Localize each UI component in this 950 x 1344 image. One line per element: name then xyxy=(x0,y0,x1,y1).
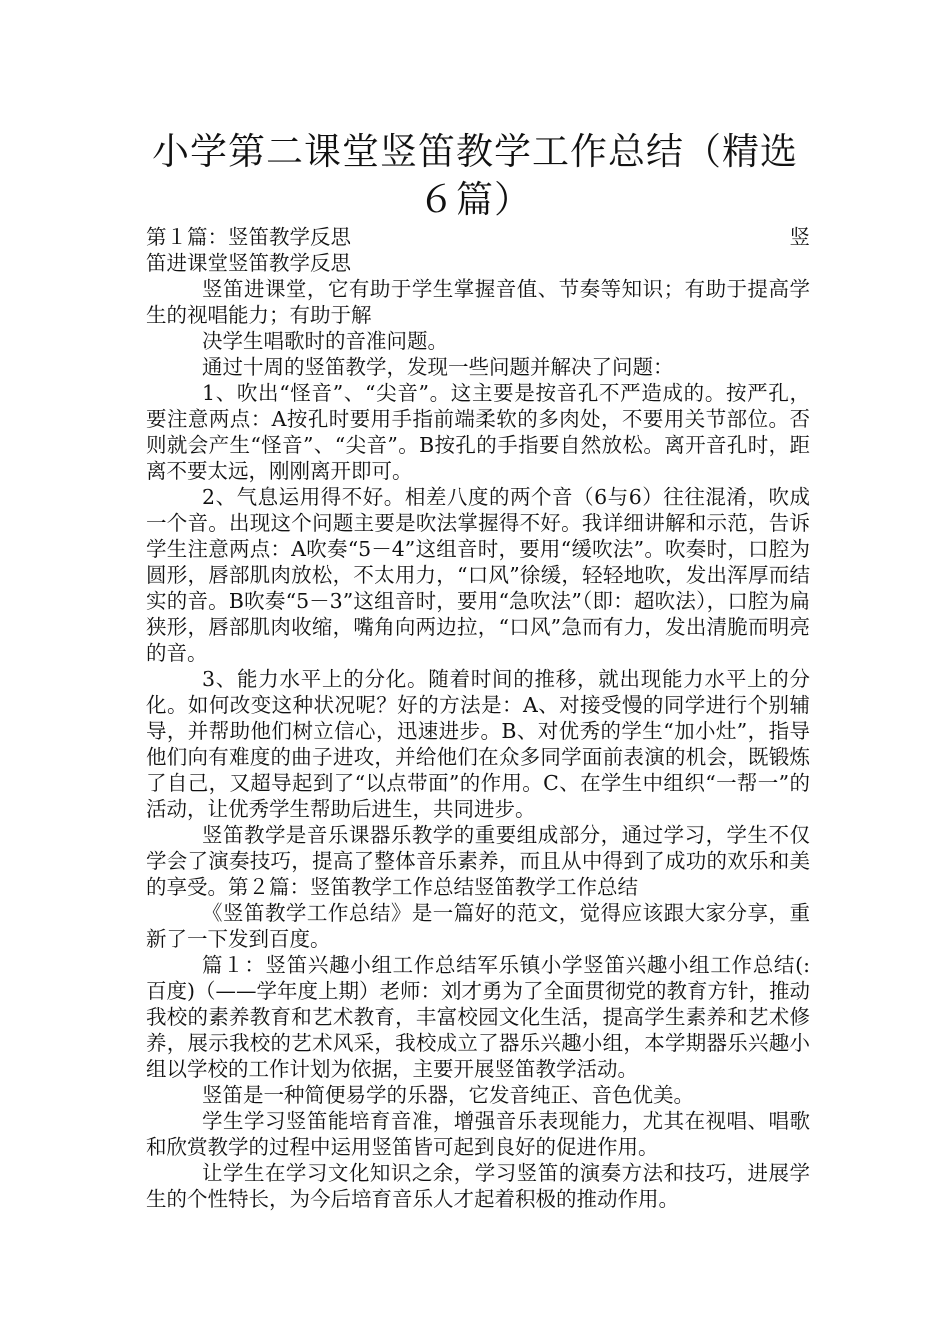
paragraph: 竖笛是一种简便易学的乐器，它发音纯正、音色优美。 xyxy=(202,1083,694,1107)
section-heading-continued: 笛进课堂竖笛教学反思 xyxy=(146,251,351,275)
document-title: 小学第二课堂竖笛教学工作总结（精选６篇） xyxy=(152,130,798,221)
paragraph: 决学生唱歌时的音准问题。 xyxy=(202,329,448,353)
section-heading-left: 第１篇：竖笛教学反思 xyxy=(146,225,351,249)
paragraph: 竖笛进课堂，它有助于学生掌握音值、节奏等知识；有助于提高学生的视唱能力；有助于解 xyxy=(146,277,810,327)
paragraph: 1、吹出“怪音”、“尖音”。这主要是按音孔不严造成的。按严孔，要注意两点：A按孔时要用手指前端柔软的多肉处，不要用关节部位。否则就会产生“怪音”、“尖音”。B按孔的手指要自然放松。离开音孔时，距离不要太远，刚刚离开即可。 xyxy=(146,381,810,483)
paragraph: 竖笛教学是音乐课器乐教学的重要组成部分，通过学习，学生不仅学会了演奏技巧，提高了整体音乐素养，而且从中得到了成功的欢乐和美的享受。第２篇：竖笛教学工作总结竖笛教学工作总结 xyxy=(146,823,810,899)
paragraph: 《竖笛教学工作总结》是一篇好的范文，觉得应该跟大家分享，重新了一下发到百度。 xyxy=(146,901,810,951)
paragraph: 篇１：竖笛兴趣小组工作总结军乐镇小学竖笛兴趣小组工作总结(:百度)（——学年度上期）老师：刘才勇为了全面贯彻党的教育方针，推动我校的素养教育和艺术教育，丰富校园文化生活，提高学生素养和艺术修养，展示我校的艺术风采，我校成立了器乐兴趣小组，本学期器乐兴趣小组以学校的工作计划为依据，主要开展竖笛教学活动。 xyxy=(146,953,810,1081)
section-heading xyxy=(146,224,810,250)
paragraph: 通过十周的竖笛教学，发现一些问题并解决了问题： xyxy=(202,355,674,379)
paragraph: 让学生在学习文化知识之余，学习竖笛的演奏方法和技巧，进展学生的个性特长，为今后培育音乐人才起着积极的推动作用。 xyxy=(146,1161,810,1211)
section-heading-right: 竖 xyxy=(789,225,810,249)
paragraph: 3、能力水平上的分化。随着时间的推移，就出现能力水平上的分化。如何改变这种状况呢？好的方法是：A、对接受慢的同学进行个别辅导，并帮助他们树立信心，迅速进步。B、对优秀的学生“加小灶”，指导他们向有难度的曲子进攻，并给他们在众多同学面前表演的机会，既锻炼了自己，又超导起到了“以点带面”的作用。C、在学生中组织“一帮一”的活动，让优秀学生帮助后进生，共同进步。 xyxy=(146,667,810,821)
paragraph: 2、气息运用得不好。相差八度的两个音（6与6）往往混淆，吹成一个音。出现这个问题主要是吹法掌握得不好。我详细讲解和示范，告诉学生注意两点：A吹奏“5－4”这组音时，要用“缓吹法”。吹奏时，口腔为圆形，唇部肌肉放松，不太用力，“口风”徐缓，轻轻地吹，发出浑厚而结实的音。B吹奏“5－3”这组音时，要用“急吹法”（即：超吹法），口腔为扁狭形，唇部肌肉收缩，嘴角向两边拉，“口风”急而有力，发出清脆而明亮的音。 xyxy=(146,485,810,665)
document-body xyxy=(146,224,810,1212)
paragraph: 学生学习竖笛能培育音准，增强音乐表现能力，尤其在视唱、唱歌和欣赏教学的过程中运用竖笛皆可起到良好的促进作用。 xyxy=(146,1109,810,1159)
